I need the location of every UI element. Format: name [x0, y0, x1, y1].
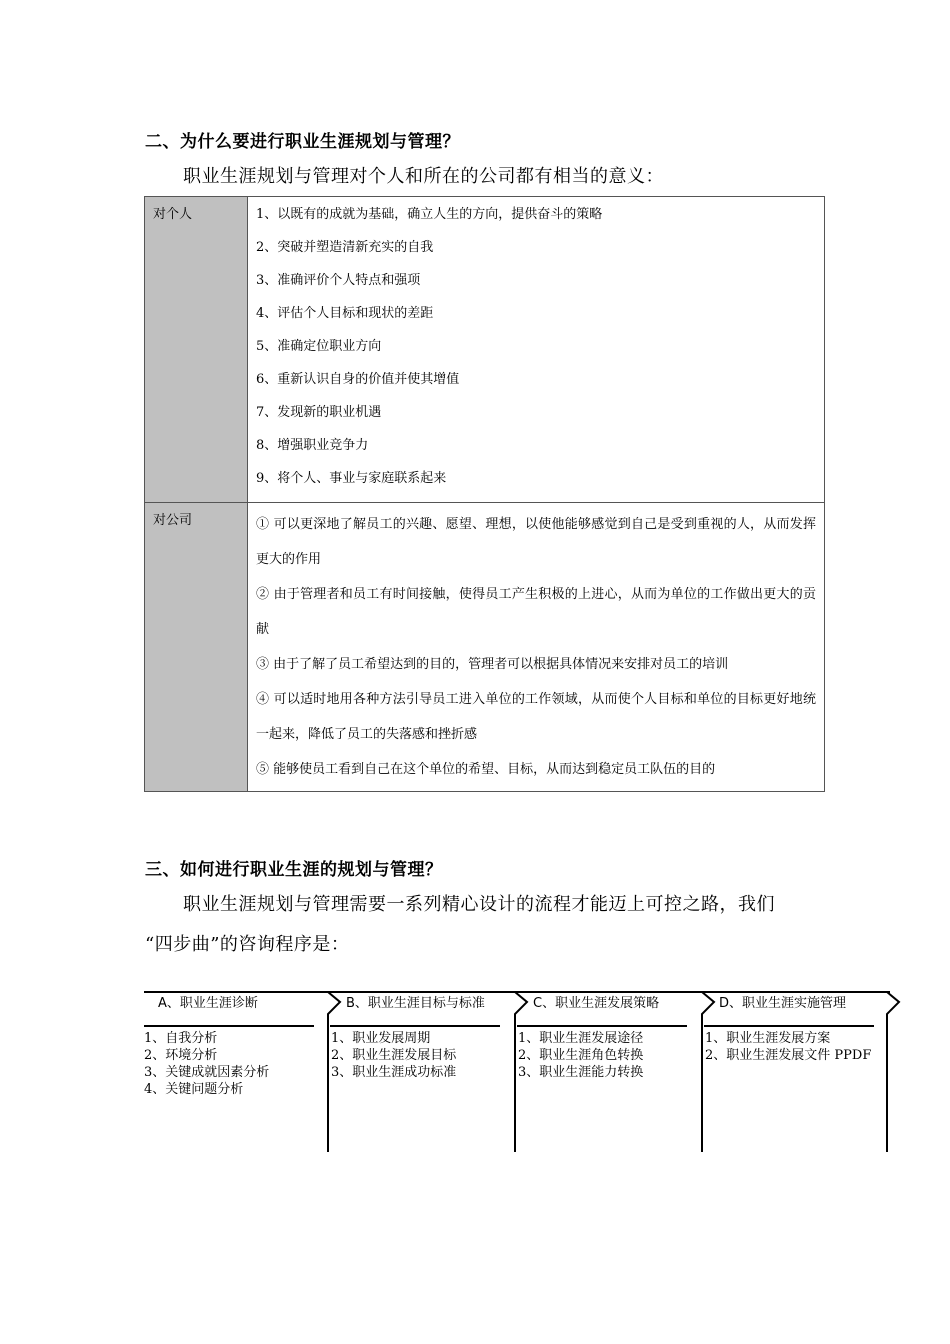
list-item: ③ 由于了解了员工希望达到的目的，管理者可以根据具体情况来安排对员工的培训 — [256, 657, 729, 672]
list-item: ① 可以更深地了解员工的兴趣、愿望、理想，以使他能够感觉到自己是受到重视的人，从而发挥更大的作用 — [256, 517, 816, 567]
flow-arrows — [0, 986, 950, 1166]
list-item: ④ 可以适时地用各种方法引导员工进入单位的工作领域，从而使个人目标和单位的目标更好地统一起来，降低了员工的失落感和挫折感 — [256, 692, 816, 742]
list-item: 1、职业生涯发展途径 — [518, 1031, 644, 1046]
list-item: 1、自我分析 — [144, 1031, 218, 1046]
list-item: 3、职业生涯成功标准 — [331, 1065, 457, 1080]
list-item: 2、职业生涯发展文件 PPDF — [705, 1048, 872, 1063]
step-d-items — [705, 1030, 871, 1064]
list-item: 4、评估个人目标和现状的差距 — [256, 306, 434, 321]
section2-heading: 二、为什么要进行职业生涯规划与管理？ — [145, 132, 460, 152]
list-item: 5、准确定位职业方向 — [256, 339, 382, 354]
list-item: 4、关键问题分析 — [144, 1082, 244, 1097]
list-item: 9、将个人、事业与家庭联系起来 — [256, 471, 447, 486]
list-item: 7、发现新的职业机遇 — [256, 405, 382, 420]
table-row-personal — [145, 197, 825, 503]
list-item: ⑤ 能够使员工看到自己在这个单位的希望、目标，从而达到稳定员工队伍的目的 — [256, 762, 716, 777]
step-a-title: A、职业生涯诊断 — [158, 996, 258, 1011]
list-item: 2、职业生涯发展目标 — [331, 1048, 457, 1063]
list-item: 3、关键成就因素分析 — [144, 1065, 270, 1080]
list-item: 2、突破并塑造清新充实的自我 — [256, 240, 434, 255]
list-item: 8、增强职业竞争力 — [256, 438, 369, 453]
list-item: ② 由于管理者和员工有时间接触，使得员工产生积极的上进心，从而为单位的工作做出更大的贡献 — [256, 587, 816, 637]
step-c-title: C、职业生涯发展策略 — [533, 996, 660, 1011]
section3-intro-line1: 职业生涯规划与管理需要一系列精心设计的流程才能迈上可控之路，我们 — [183, 894, 775, 915]
step-b-items — [331, 1030, 456, 1081]
list-item: 3、职业生涯能力转换 — [518, 1065, 644, 1080]
list-item: 2、职业生涯角色转换 — [518, 1048, 644, 1063]
chevron-divider-4 — [887, 992, 899, 1152]
company-items — [248, 503, 825, 792]
company-label: 对公司 — [145, 503, 248, 792]
table-row-company — [145, 503, 825, 792]
list-item: 1、以既有的成就为基础，确立人生的方向，提供奋斗的策略 — [256, 207, 603, 222]
step-b-title: B、职业生涯目标与标准 — [346, 996, 485, 1011]
personal-label: 对个人 — [145, 197, 248, 503]
four-step-flow — [0, 986, 950, 1166]
list-item: 6、重新认识自身的价值并使其增值 — [256, 372, 460, 387]
list-item: 1、职业生涯发展方案 — [705, 1031, 831, 1046]
section3-intro-line2: “四步曲”的咨询程序是： — [145, 934, 350, 955]
section2-intro: 职业生涯规划与管理对个人和所在的公司都有相当的意义： — [183, 166, 664, 187]
chevron-divider-3 — [702, 992, 714, 1152]
list-item: 3、准确评价个人特点和强项 — [256, 273, 421, 288]
step-c-items — [518, 1030, 643, 1081]
step-a-items — [144, 1030, 269, 1098]
step-d-title: D、职业生涯实施管理 — [719, 996, 847, 1011]
personal-items — [248, 197, 825, 503]
list-item: 1、职业发展周期 — [331, 1031, 431, 1046]
significance-table — [144, 196, 825, 792]
section3-heading: 三、如何进行职业生涯的规划与管理？ — [145, 860, 443, 880]
list-item: 2、环境分析 — [144, 1048, 218, 1063]
